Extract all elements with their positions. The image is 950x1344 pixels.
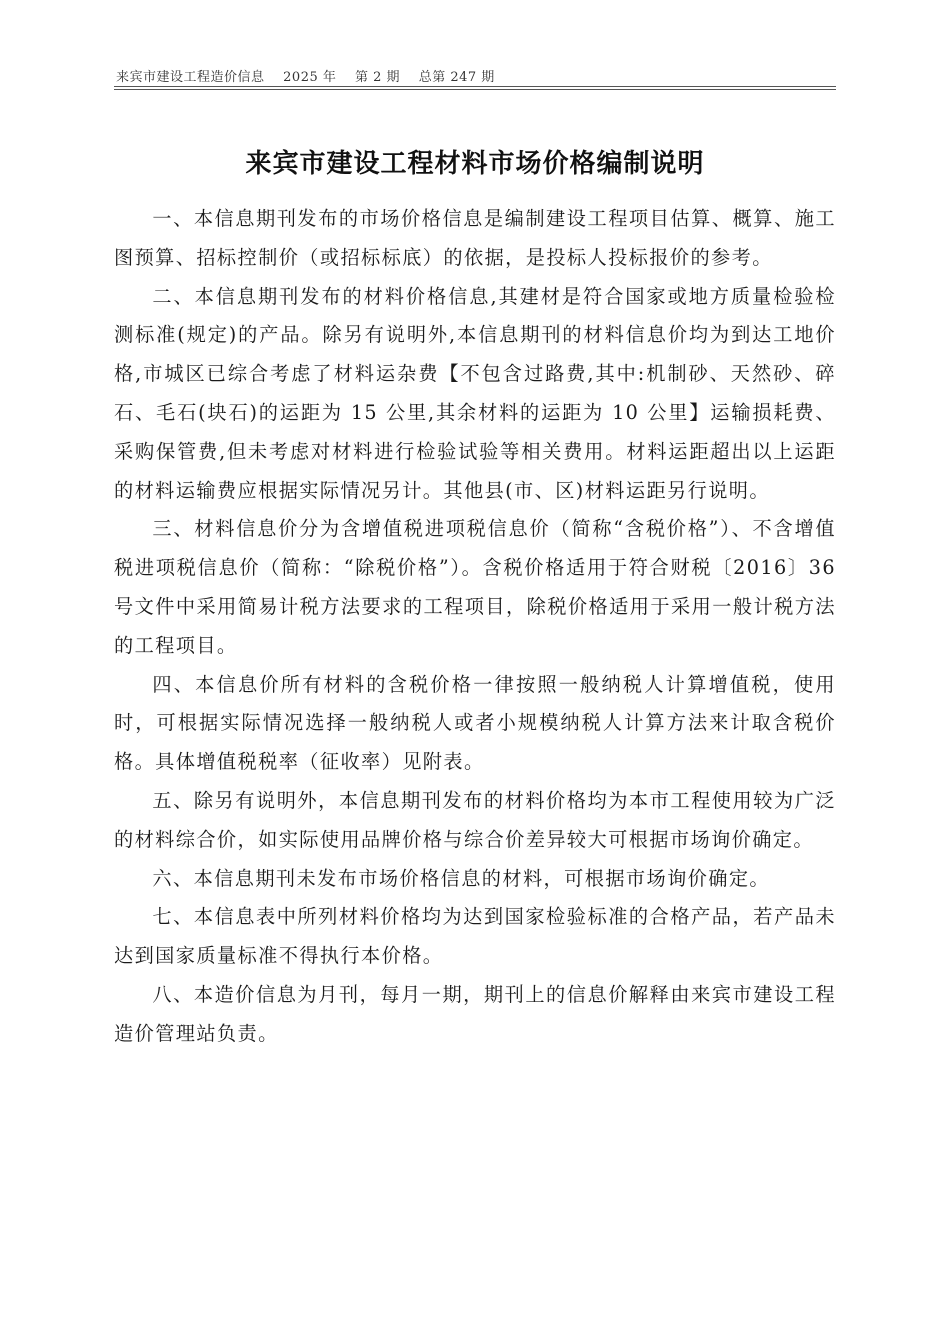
paragraph-1: 一、本信息期刊发布的市场价格信息是编制建设工程项目估算、概算、施工图预算、招标控制价（或招标标底）的依据，是投标人投标报价的参考。 [114, 207, 836, 269]
paragraph-7: 七、本信息表中所列材料价格均为达到国家检验标准的合格产品，若产品未达到国家质量标准不得执行本价格。 [114, 905, 836, 968]
running-header [116, 66, 836, 85]
header-issue: 第 2 期 [355, 70, 401, 85]
paragraph-5: 五、除另有说明外，本信息期刊发布的材料价格均为本市工程使用较为广泛的材料综合价，如实际使用品牌价格与综合价差异较大可根据市场询价确定。 [114, 788, 836, 851]
paragraph-8: 八、本造价信息为月刊，每月一期，期刊上的信息价解释由来宾市建设工程造价管理站负责。 [114, 982, 836, 1045]
paragraph-2: 二、本信息期刊发布的材料价格信息,其建材是符合国家或地方质量检验检测标准(规定)的产品。除另有说明外,本信息期刊的材料信息价均为到达工地价格,市城区已综合考虑了材料运杂费【不包含过路费,其中:机制砂、天然砂、碎石、毛石(块石)的运距为 15 公里,其余材料的运距为 10 公里】运输损耗费、采购保管费,但未考虑对材料进行检验试验等相关费用。材料运距超出以上运距的材料运输费应根据实际情况另计。其他县(市、区)材料运距另行说明。 [114, 284, 836, 502]
paragraph-4: 四、本信息价所有材料的含税价格一律按照一般纳税人计算增值税，使用时，可根据实际情况选择一般纳税人或者小规模纳税人计算方法来计取含税价格。具体增值税税率（征收率）见附表。 [114, 672, 836, 774]
paragraph-6: 六、本信息期刊未发布市场价格信息的材料，可根据市场询价确定。 [152, 866, 771, 890]
header-divider-top [114, 86, 836, 87]
header-year: 2025 年 [283, 70, 337, 85]
header-total-issue: 总第 247 期 [418, 70, 495, 85]
paragraph-3: 三、材料信息价分为含增值税进项税信息价（简称“含税价格”）、不含增值税进项税信息价（简称：“除税价格”）。含税价格适用于符合财税〔2016〕36 号文件中采用简易计税方法要求的工程项目，除税价格适用于采用一般计税方法的工程项目。 [114, 517, 836, 657]
page-title: 来宾市建设工程材料市场价格编制说明 [245, 149, 705, 180]
header-publication: 来宾市建设工程造价信息 [116, 70, 265, 85]
header-divider-bottom [114, 89, 836, 90]
body-text [114, 200, 836, 1054]
